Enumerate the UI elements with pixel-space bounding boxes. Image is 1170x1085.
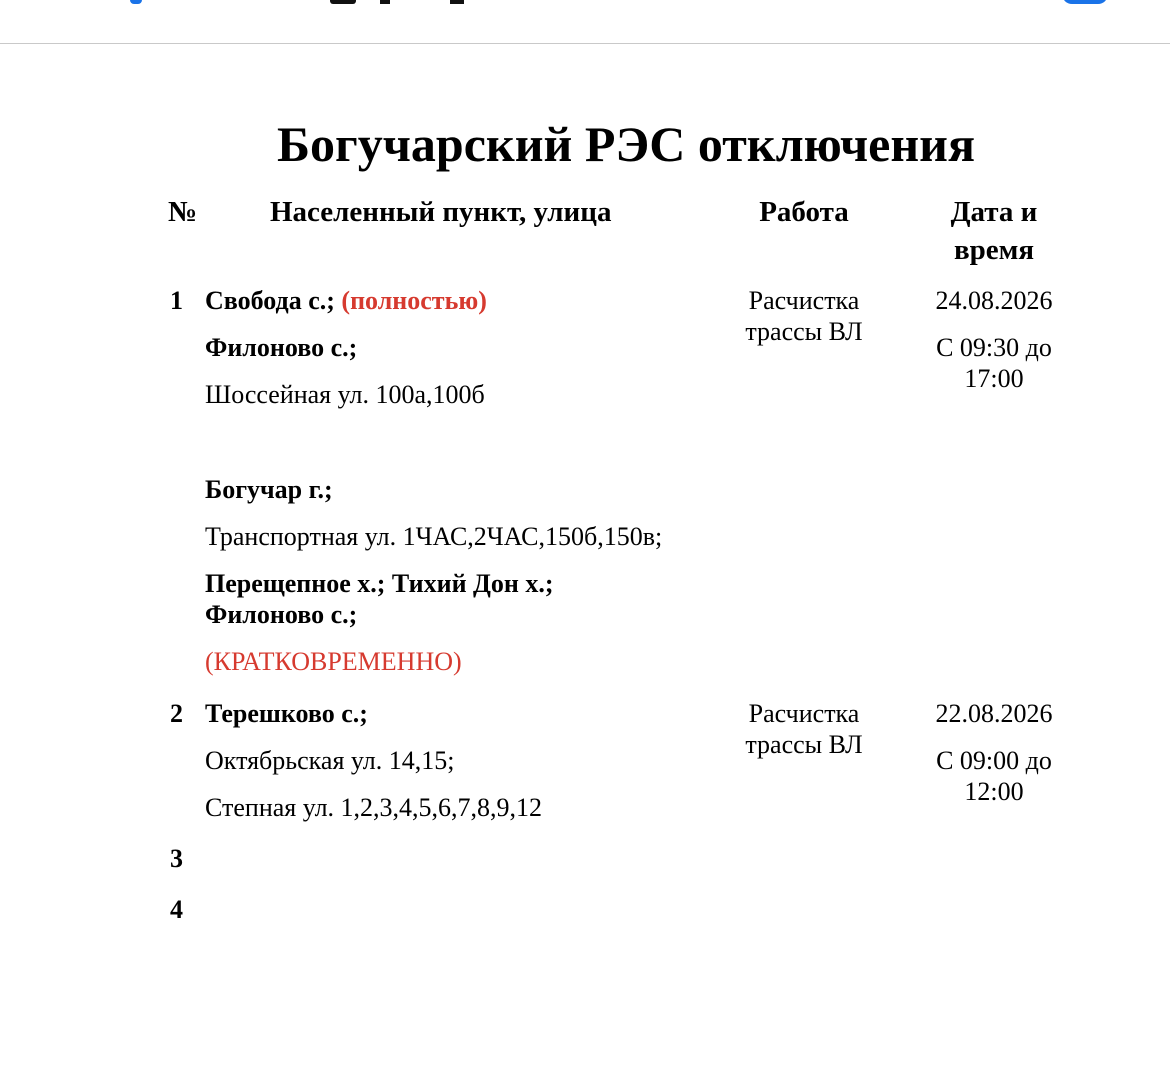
place-name: Перещепное х.; Тихий Дон х.; — [205, 569, 554, 598]
work-text: Расчистка — [748, 286, 860, 315]
time-text: С 09:30 до — [936, 333, 1052, 362]
place-name: Богучар г.; — [205, 475, 333, 504]
browser-link-fragment — [130, 0, 142, 4]
time-text: С 09:00 до — [936, 746, 1052, 775]
place-name: Свобода с.; — [205, 286, 335, 315]
browser-title-fragment — [380, 0, 390, 4]
work-text: трассы ВЛ — [745, 730, 863, 759]
place-name: Филоново с.; — [205, 600, 358, 629]
place-line — [205, 285, 487, 316]
column-header-place: Населенный пункт, улица — [270, 196, 612, 228]
time-text: 17:00 — [964, 364, 1024, 393]
row-number: 4 — [170, 895, 183, 924]
column-header-work: Работа — [759, 196, 849, 228]
date-text: 24.08.2026 — [935, 286, 1053, 315]
time-text: 12:00 — [964, 777, 1024, 806]
street-line: Шоссейная ул. 100а,100б — [205, 380, 485, 409]
place-name: Терешково с.; — [205, 699, 368, 728]
column-header-number: № — [168, 196, 198, 228]
browser-action-button[interactable] — [1062, 0, 1108, 4]
page-title: Богучарский РЭС отключения — [276, 116, 976, 172]
street-line: Транспортная ул. 1ЧАС,2ЧАС,150б,150в; — [205, 522, 663, 551]
row-number: 2 — [170, 699, 183, 728]
place-name: Филоново с.; — [205, 333, 358, 362]
street-line: Октябрьская ул. 14,15; — [205, 746, 455, 775]
work-text: Расчистка — [748, 699, 860, 728]
work-text: трассы ВЛ — [745, 317, 863, 346]
browser-title-fragment — [330, 0, 356, 4]
browser-top-bar — [0, 0, 1170, 44]
street-line: Степная ул. 1,2,3,4,5,6,7,8,9,12 — [205, 793, 543, 822]
row-number: 3 — [170, 844, 183, 873]
date-text: 22.08.2026 — [935, 699, 1053, 728]
browser-title-fragment — [450, 0, 464, 4]
outage-note: (полностью) — [341, 286, 487, 315]
column-header-datetime-2: время — [953, 234, 1035, 266]
outage-note: (КРАТКОВРЕМЕННО) — [205, 647, 462, 676]
row-number: 1 — [170, 286, 183, 315]
column-header-datetime-1: Дата и — [950, 196, 1038, 228]
